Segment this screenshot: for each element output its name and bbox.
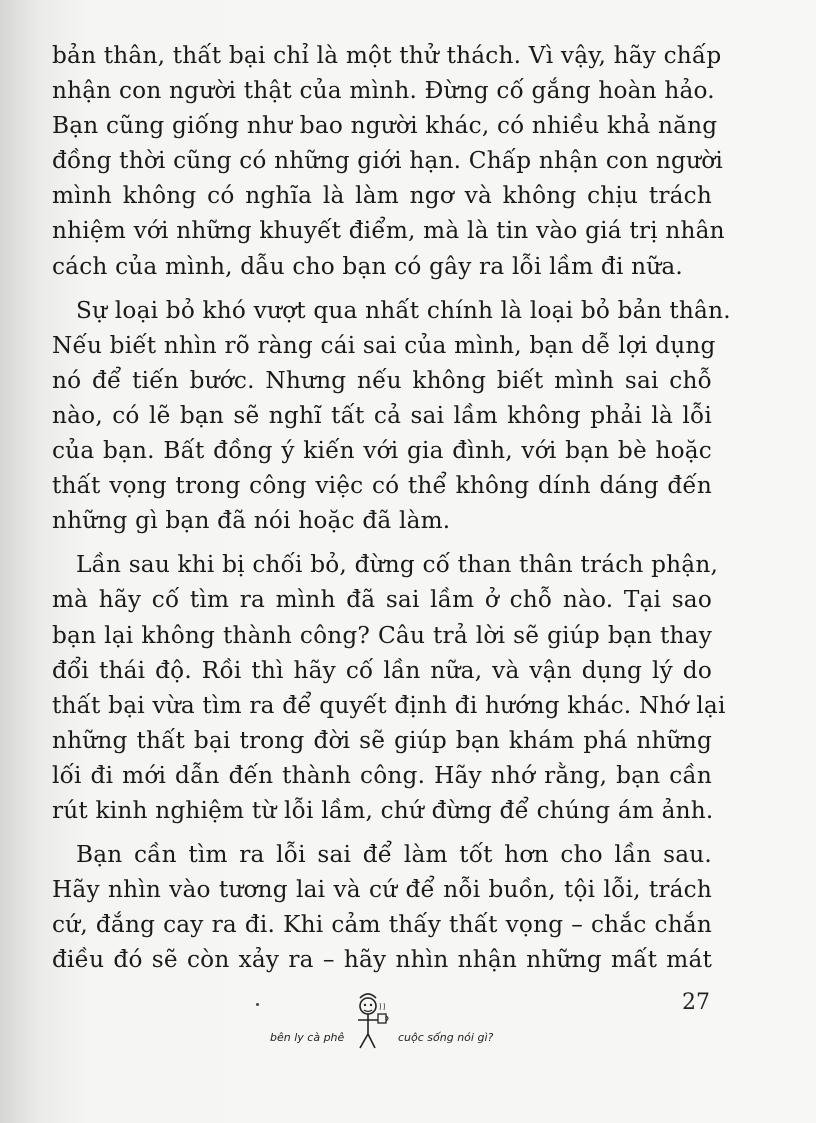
- text-line: bạn lại không thành công? Câu trả lời sẽ giúp bạn thay: [52, 621, 712, 649]
- footer-series-left: bên ly cà phê: [270, 1031, 345, 1044]
- text-line: cách của mình, dẫu cho bạn có gây ra lỗi lầm đi nữa.: [52, 252, 684, 280]
- text-line: rút kinh nghiệm từ lỗi lầm, chứ đừng để chúng ám ảnh.: [52, 796, 714, 824]
- text-line: những thất bại trong đời sẽ giúp bạn khám phá những: [52, 726, 712, 754]
- text-line: Sự loại bỏ khó vượt qua nhất chính là loại bỏ bản thân.: [76, 296, 731, 324]
- decorative-dot: [256, 1003, 259, 1006]
- text-line: Hãy nhìn vào tương lai và cứ để nỗi buồn, tội lỗi, trách: [52, 876, 712, 904]
- text-line: nào, có lẽ bạn sẽ nghĩ tất cả sai lầm không phải là lỗi: [52, 401, 712, 429]
- paragraph: [52, 293, 731, 539]
- paragraph-gap: [52, 538, 712, 547]
- text-line: đổi thái độ. Rồi thì hãy cố lần nữa, và vận dụng lý do: [52, 656, 712, 684]
- paragraph: [52, 38, 725, 284]
- running-footer: [270, 1026, 570, 1056]
- text-line: những gì bạn đã nói hoặc đã làm.: [52, 507, 451, 535]
- text-line: Nếu biết nhìn rõ ràng cái sai của mình, bạn dễ lợi dụng: [52, 331, 716, 359]
- text-line: Lần sau khi bị chối bỏ, đừng cố than thân trách phận,: [76, 551, 719, 579]
- paragraph-gap: [52, 284, 712, 293]
- text-line: nhiệm với những khuyết điểm, mà là tin vào giá trị nhân: [52, 217, 725, 245]
- coffee-drinker-icon: [342, 990, 396, 1054]
- text-line: cứ, đắng cay ra đi. Khi cảm thấy thất vọng – chắc chắn: [52, 911, 712, 939]
- text-line: Bạn cũng giống như bao người khác, có nhiều khả năng: [52, 112, 718, 140]
- text-line: nó để tiến bước. Nhưng nếu không biết mình sai chỗ: [52, 366, 712, 394]
- footer-series-right: cuộc sống nói gì?: [398, 1031, 494, 1044]
- paragraph-gap: [52, 828, 712, 837]
- text-line: điều đó sẽ còn xảy ra – hãy nhìn nhận những mất mát: [52, 946, 712, 974]
- body-text: [52, 38, 731, 977]
- paragraph: [52, 547, 726, 828]
- text-line: bản thân, thất bại chỉ là một thử thách. Vì vậy, hãy chấp: [52, 42, 722, 69]
- text-line: thất bại vừa tìm ra để quyết định đi hướng khác. Nhớ lại: [52, 691, 726, 719]
- paragraph: [52, 837, 712, 977]
- text-line: mình không có nghĩa là làm ngơ và không chịu trách: [52, 182, 712, 210]
- text-line: của bạn. Bất đồng ý kiến với gia đình, với bạn bè hoặc: [52, 437, 712, 465]
- text-line: Bạn cần tìm ra lỗi sai để làm tốt hơn cho lần sau.: [76, 841, 712, 869]
- text-line: mà hãy cố tìm ra mình đã sai lầm ở chỗ nào. Tại sao: [52, 586, 712, 614]
- text-line: nhận con người thật của mình. Đừng cố gắng hoàn hảo.: [52, 77, 715, 105]
- text-line: đồng thời cũng có những giới hạn. Chấp nhận con người: [52, 147, 723, 175]
- page-number: 27: [682, 990, 710, 1015]
- text-line: thất vọng trong công việc có thể không dính dáng đến: [52, 472, 712, 500]
- text-line: lối đi mới dẫn đến thành công. Hãy nhớ rằng, bạn cần: [52, 761, 712, 789]
